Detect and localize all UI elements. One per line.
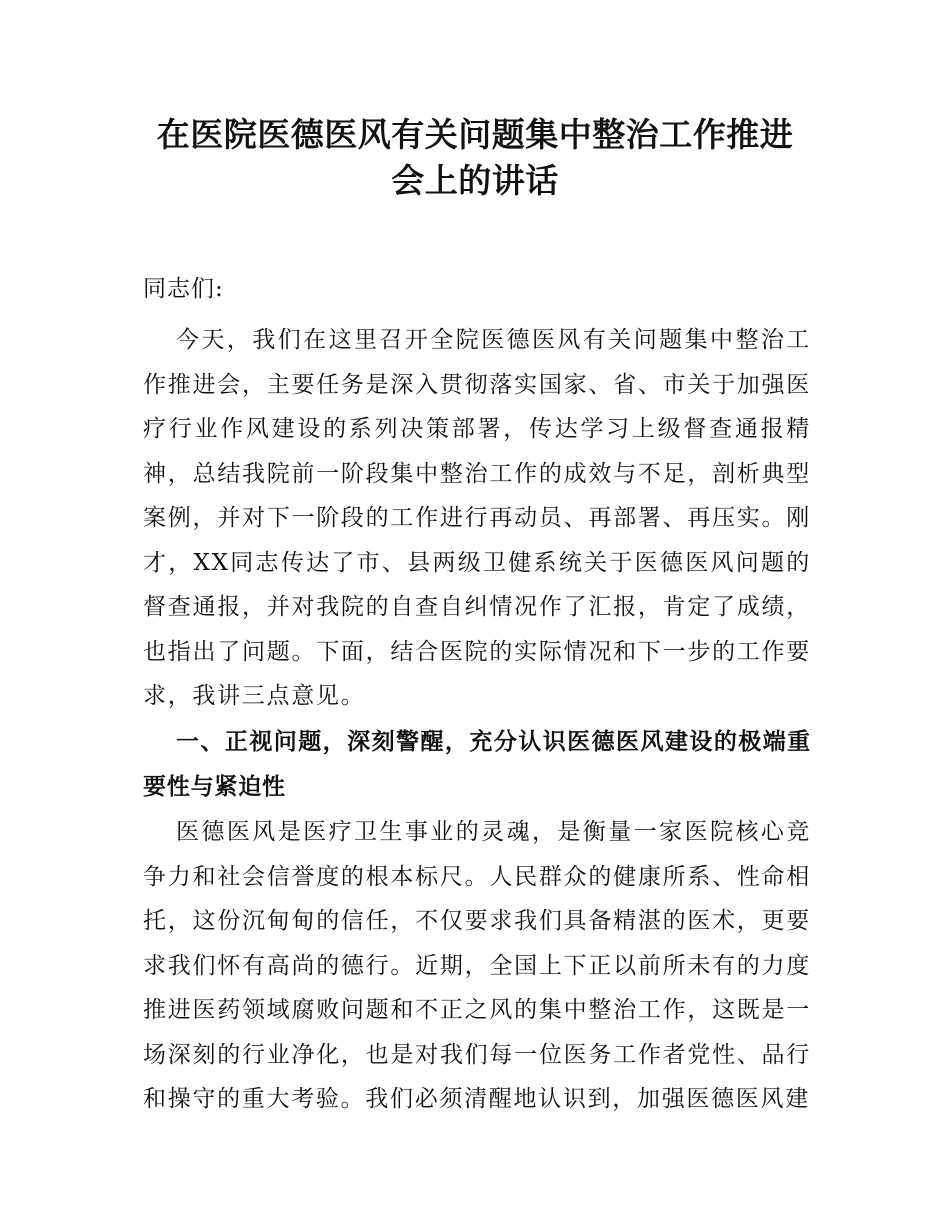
body-paragraph-section-1: 医德医风是医疗卫生事业的灵魂，是衡量一家医院核心竞争力和社会信誉度的根本标尺。人民群众的健康所系、性命相托，这份沉甸甸的信任，不仅要求我们具备精湛的医术，更要求我们怀有高尚的德行。近期，全国上下正以前所未有的力度推进医药领域腐败问题和不正之风的集中整治工作，这既是一场深刻的行业净化，也是对我们每一位医务工作者党性、品行和操守的重大考验。我们必须清醒地认识到，加强医德医风建	[143, 819, 811, 1112]
title-line-1: 在医院医德医风有关问题集中整治工作推进	[156, 115, 794, 154]
section-heading-1: 一、正视问题，深刻警醒，充分认识医德医风建设的极端重要性与紧迫性	[143, 729, 811, 800]
body-paragraph-intro: 今天，我们在这里召开全院医德医风有关问题集中整治工作推进会，主要任务是深入贯彻落实国家、省、市关于加强医疗行业作风建设的系列决策部署，传达学习上级督查通报精神，总结我院前一阶段集中整治工作的成效与不足，剖析典型案例，并对下一阶段的工作进行再动员、再部署、再压实。刚才，XX同志传达了市、县两级卫健系统关于医德医风问题的督查通报，并对我院的自查自纠情况作了汇报，肯定了成绩，也指出了问题。下面，结合医院的实际情况和下一步的工作要求，我讲三点意见。	[143, 327, 811, 709]
salutation: 同志们:	[143, 276, 224, 302]
title-line-2: 会上的讲话	[391, 161, 559, 200]
page-title	[120, 112, 830, 204]
